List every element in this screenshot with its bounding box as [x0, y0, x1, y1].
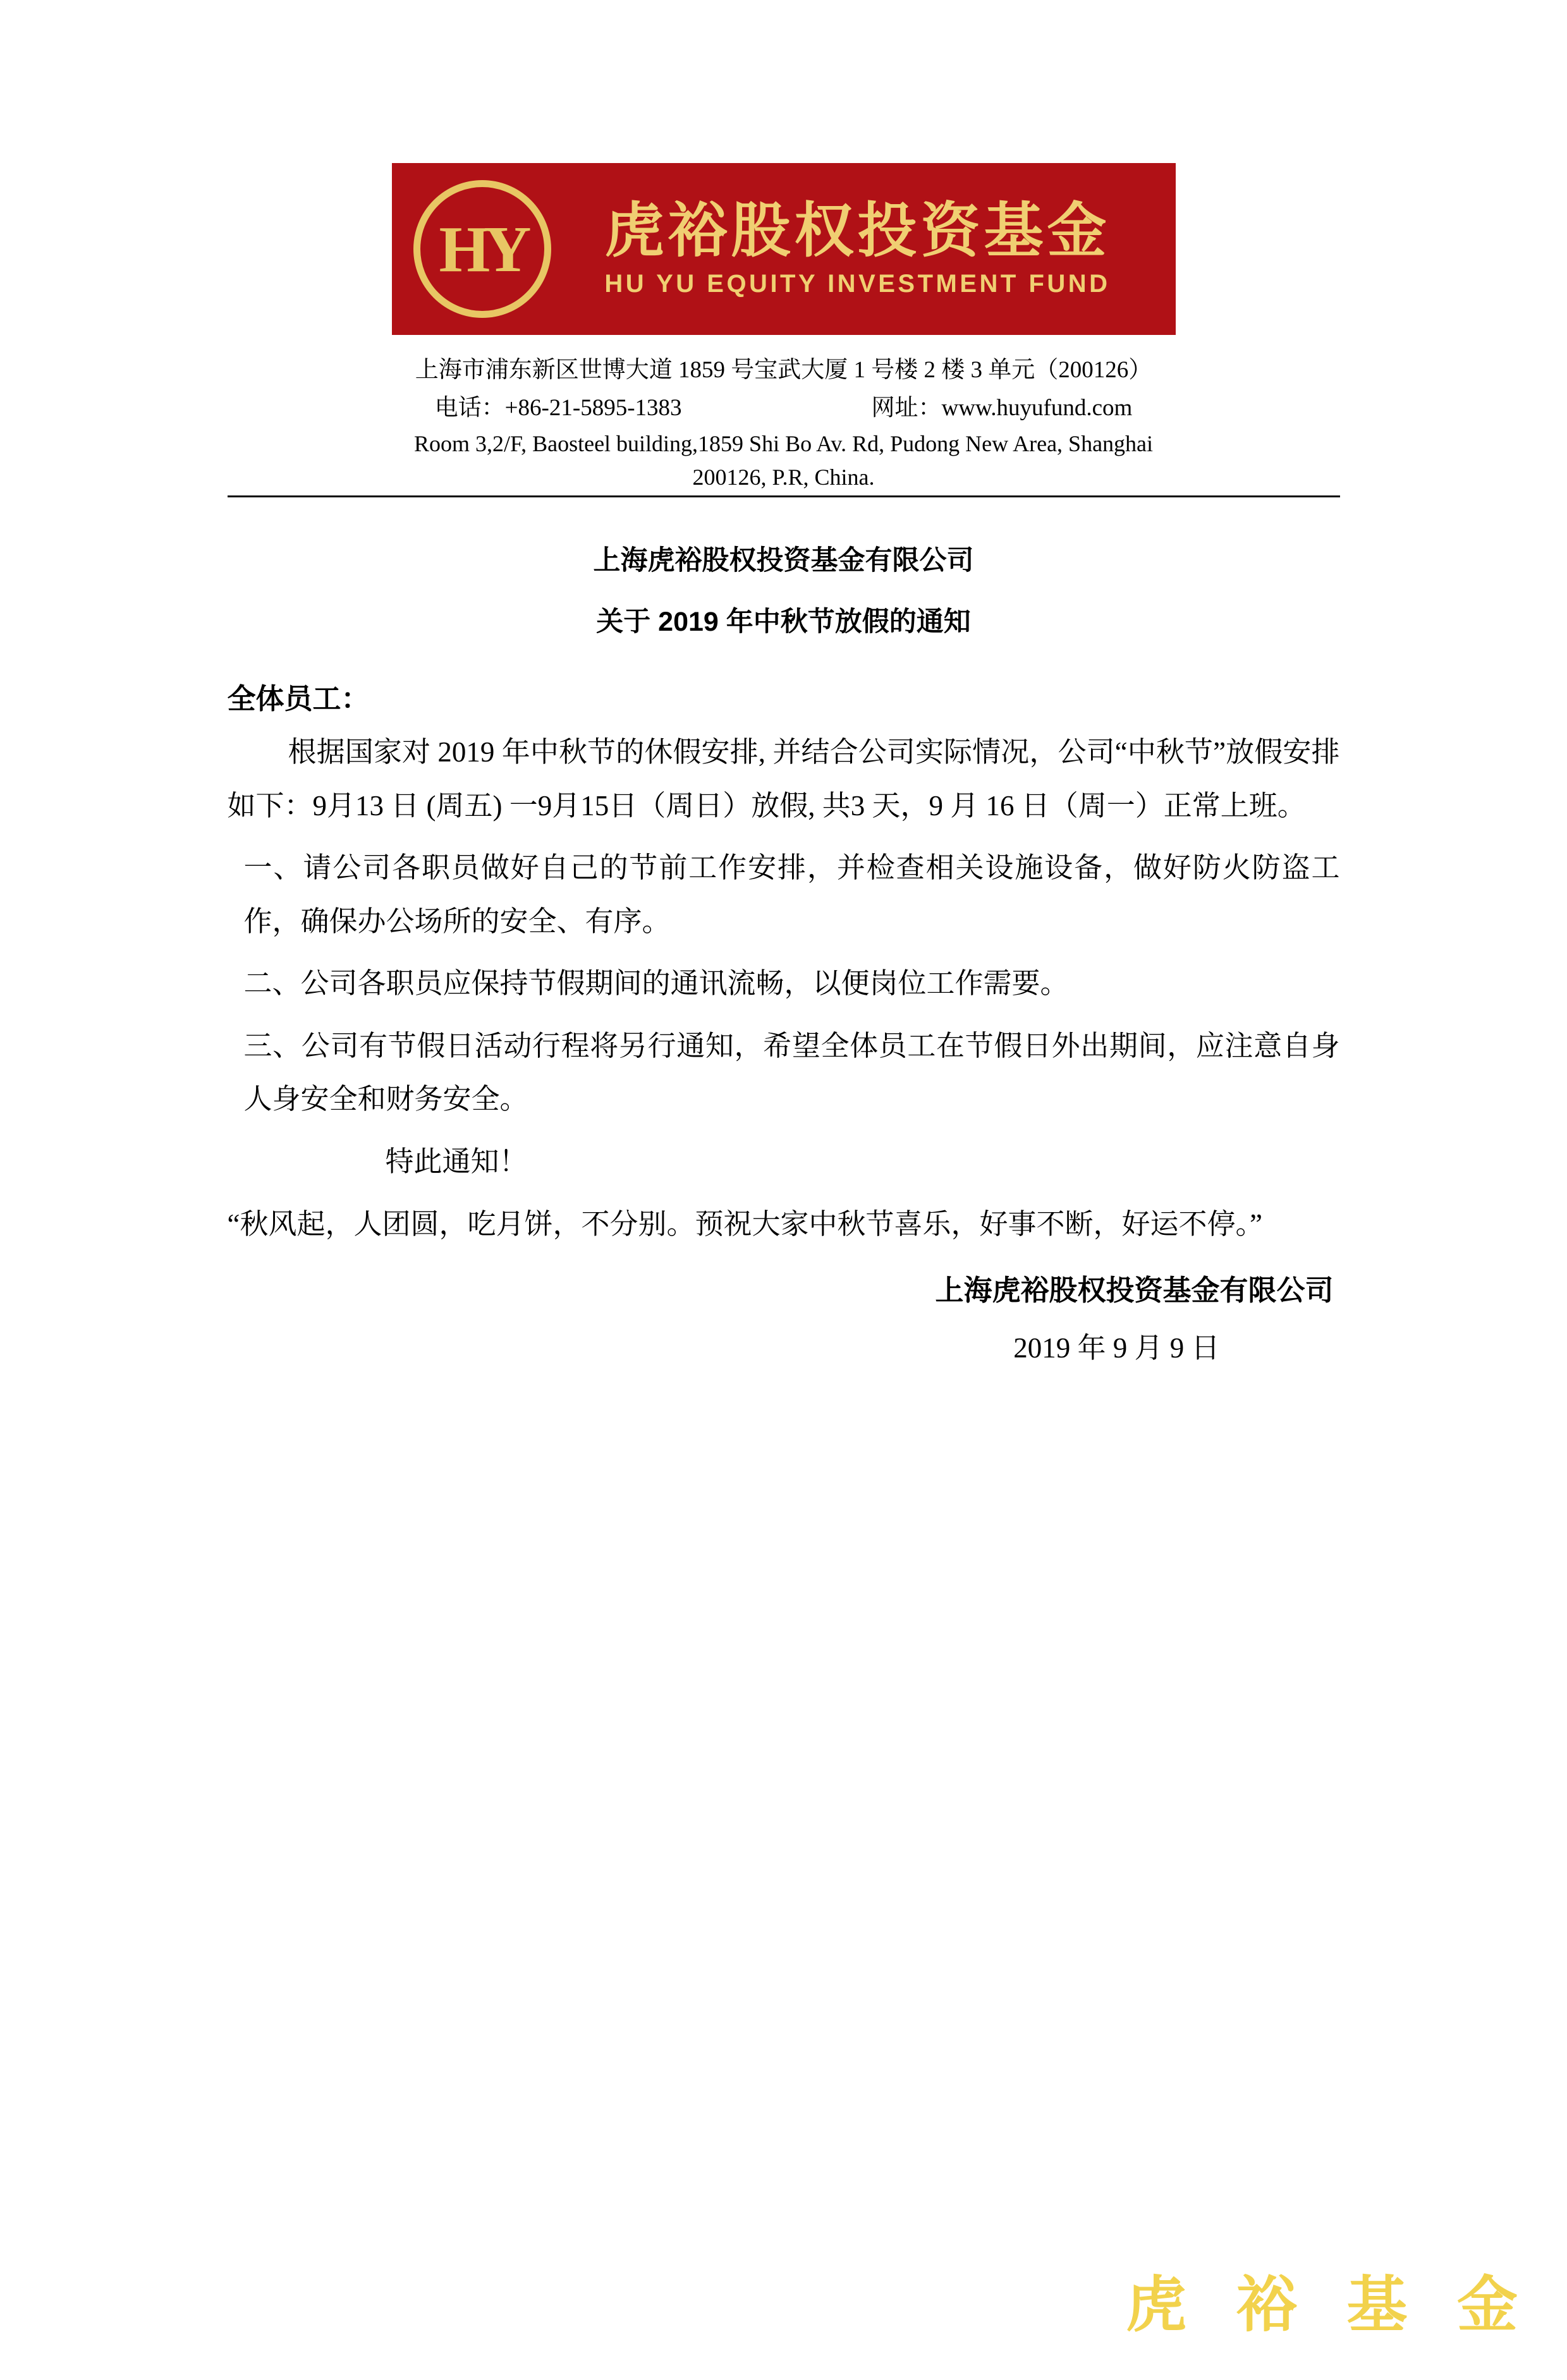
- logo-emblem-icon: [413, 180, 551, 318]
- letterhead-address-en-line1: Room 3,2/F, Baosteel building,1859 Shi Bo Av. Rd, Pudong New Area, Shanghai: [413, 430, 1154, 456]
- logo-text-block: [551, 197, 1154, 298]
- document-signature: 上海虎裕股权投资基金有限公司: [935, 1274, 1334, 1307]
- document-title-line2: 关于 2019 年中秋节放假的通知: [596, 607, 971, 638]
- document-paragraph-4: 三、公司有节假日活动行程将另行通知，希望全体员工在节假日外出期间，应注意自身人身安全和财务安全。: [243, 1029, 1340, 1115]
- company-logo-banner: [0, 163, 1567, 335]
- document-quote: “秋风起，人团圆，吃月饼，不分别。预祝大家中秋节喜乐，好事不断，好运不停。”: [227, 1208, 1262, 1240]
- document-closing-notice: 特此通知！: [385, 1146, 528, 1178]
- company-watermark: 虎 裕 基 金: [1125, 2271, 1534, 2339]
- document-page: [0, 163, 1567, 2380]
- document-paragraph-2: 一、请公司各职员做好自己的节前工作安排，并检查相关设施设备，做好防火防盗工作，确保办公场所的安全、有序。: [243, 852, 1340, 937]
- letterhead-contact-row: [228, 389, 1340, 427]
- document-paragraph-1: 根据国家对 2019 年中秋节的休假安排, 并结合公司实际情况，公司“中秋节”放假安排如下：9月13 日 (周五) 一9月15日（周日）放假, 共3 天，9 月 16 日（周一）正常上班。: [227, 736, 1340, 822]
- letterhead-address-cn: 上海市浦东新区世博大道 1859 号宝武大厦 1 号楼 2 楼 3 单元（200126）: [415, 357, 1152, 383]
- logo-box: [392, 163, 1176, 335]
- letterhead-contact-block: [228, 351, 1340, 494]
- logo-emblem-text: HY: [439, 212, 525, 286]
- logo-company-name-cn: 虎裕股权投资基金: [604, 197, 1111, 264]
- letterhead-address-en-line2: 200126, P.R, China.: [692, 464, 875, 490]
- letterhead-phone: 电话：+86-21-5895-1383: [434, 394, 682, 421]
- letterhead-website[interactable]: 网址：www.huyufund.com: [871, 394, 1133, 421]
- document-salutation: 全体员工：: [227, 682, 370, 715]
- logo-company-name-en: HU YU EQUITY INVESTMENT FUND: [604, 269, 1111, 298]
- document-body: [228, 497, 1340, 1366]
- document-title-line1: 上海虎裕股权投资基金有限公司: [593, 545, 974, 576]
- document-date: 2019 年 9 月 9 日: [1013, 1332, 1220, 1364]
- document-paragraph-3: 二、公司各职员应保持节假期间的通讯流畅，以便岗位工作需要。: [243, 968, 1069, 1000]
- letterhead: [0, 163, 1567, 497]
